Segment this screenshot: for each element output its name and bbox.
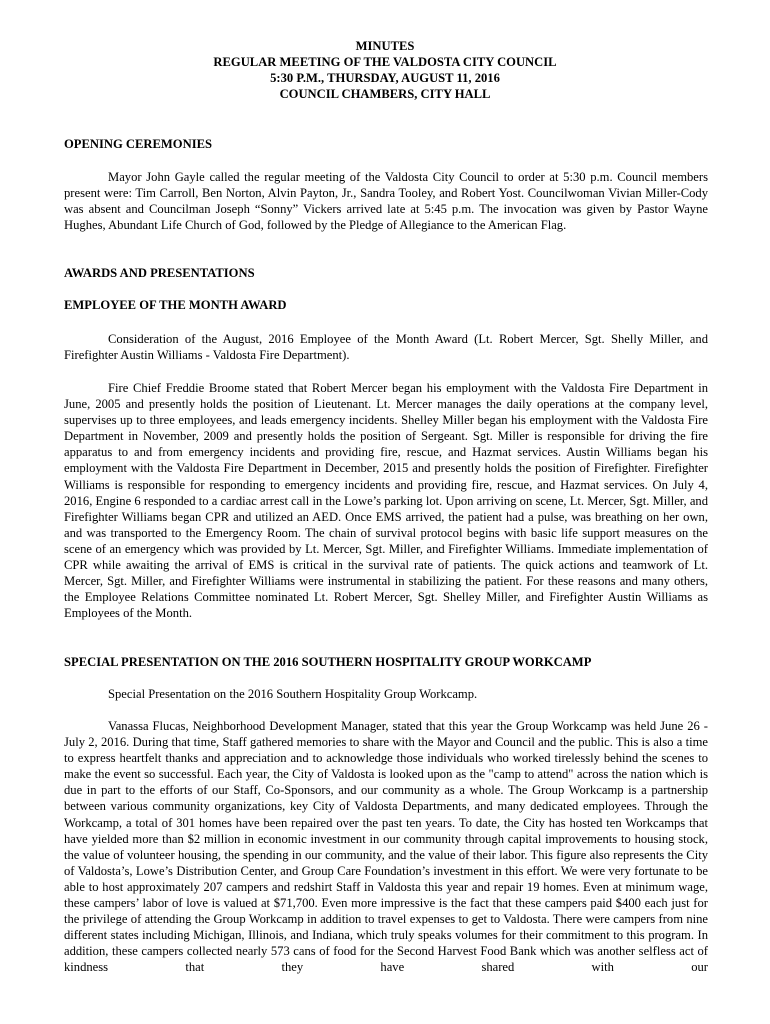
employee-of-month-consideration: Consideration of the August, 2016 Employee of the Month Award (Lt. Robert Mercer, Sgt. Shelly Miller, and Firefighter Austin Williams - Valdosta Fire Department). — [64, 332, 708, 363]
opening-ceremonies-paragraph: Mayor John Gayle called the regular meeting of the Valdosta City Council to order at 5:30 p.m. Council members present were: Tim Carroll, Ben Norton, Alvin Payton, Jr., Sandra Tooley, and Robert Yost. Councilwoman Vivian Miller-Cody was absent and Councilman Joseph “Sonny” Vickers arrived late at 5:45 p.m. The invocation was given by Pastor Wayne Hughes, Abundant Life Church of God, followed by the Pledge of Allegiance to the American Flag. — [64, 170, 708, 233]
special-presentation-heading: SPECIAL PRESENTATION ON THE 2016 SOUTHERN HOSPITALITY GROUP WORKCAMP — [64, 655, 592, 669]
opening-ceremonies-heading: OPENING CEREMONIES — [64, 137, 212, 151]
meeting-location: COUNCIL CHAMBERS, CITY HALL — [279, 87, 491, 101]
meeting-title: REGULAR MEETING OF THE VALDOSTA CITY COUNCIL — [213, 55, 557, 69]
awards-heading: AWARDS AND PRESENTATIONS — [64, 266, 255, 280]
meeting-time: 5:30 P.M., THURSDAY, AUGUST 11, 2016 — [270, 71, 500, 85]
special-presentation-details: Vanassa Flucas, Neighborhood Development Manager, stated that this year the Group Workcamp was held June 26 - July 2, 2016. During that time, Staff gathered memories to share with the Mayor and Council and the public. This is also a time to express heartfelt thanks and appreciation and to acknowledge those individuals who worked tirelessly behind the scenes to make the event so successful. Each year, the City of Valdosta is looked upon as the "camp to attend" across the nation which is due in part to the efforts of our Staff, Co-Sponsors, and our community as a whole. The Group Workcamp is a partnership between various community organizations, key City of Valdosta Departments, and many dedicated employees. Through the Workcamp, a total of 301 homes have been repaired over the past ten years. To date, the City has hosted ten Workcamps that have yielded more than $2 million in economic investment in our community through capital improvements to housing stock, the value of volunteer housing, the spending in our community, and the value of their labor. This figure also represents the City of Valdosta’s, Lowe’s Distribution Center, and Group Care Foundation’s investment in this effort. We were very fortunate to be able to host approximately 207 campers and redshirt Staff in Valdosta this year and repair 19 homes. Even at minimum wage, these campers’ labor of love is valued at $71,700. Even more impressive is the fact that these campers paid $400 each just for the privilege of attending the Group Workcamp in addition to travel expenses to get to Valdosta. There were campers from nine different states including Michigan, Illinois, and Indiana, which truly speaks volumes for their commitment to this program. In addition, these campers collected nearly 573 cans of food for the Second Harvest Food Bank which was another selfless act of kindness that they have shared with our — [64, 719, 708, 975]
employee-of-month-heading: EMPLOYEE OF THE MONTH AWARD — [64, 298, 287, 312]
minutes-title: MINUTES — [355, 39, 415, 53]
special-presentation-intro: Special Presentation on the 2016 Southern Hospitality Group Workcamp. — [108, 687, 478, 701]
employee-of-month-details: Fire Chief Freddie Broome stated that Robert Mercer began his employment with the Valdosta Fire Department in June, 2005 and presently holds the position of Lieutenant. Lt. Mercer manages the daily operations at the company level, supervises up to three employees, and leads emergency incidents. Shelley Miller began his employment with the Valdosta Fire Department in November, 2009 and presently holds the position of Sergeant. Sgt. Miller is responsible for driving the fire apparatus to and from emergency incidents and providing fire, rescue, and Hazmat services. Austin Williams began his employment with the Valdosta Fire Department in December, 2015 and presently holds the position of Firefighter. Firefighter Williams is responsible for responding to emergency incidents and providing fire, rescue, and Hazmat services. On July 4, 2016, Engine 6 responded to a cardiac arrest call in the Lowe’s parking lot. Upon arriving on scene, Lt. Mercer, Sgt. Miller, and Firefighter Williams began CPR and utilized an AED. Once EMS arrived, the patient had a pulse, was breathing on her own, and was transported to the Emergency Room. The chain of survival protocol begins with basic life support measures on the scene of an emergency which was provided by Lt. Mercer, Sgt. Miller, and Firefighter Williams. Immediate implementation of CPR while awaiting the arrival of EMS is critical in the survival rate of patients. The quick actions and teamwork of Lt. Mercer, Sgt. Miller, and Firefighter Williams were instrumental in stabilizing the patient. For these reasons and many others, the Employee Relations Committee nominated Lt. Robert Mercer, Sgt. Shelley Miller, and Firefighter Austin Williams as Employees of the Month. — [64, 381, 708, 621]
